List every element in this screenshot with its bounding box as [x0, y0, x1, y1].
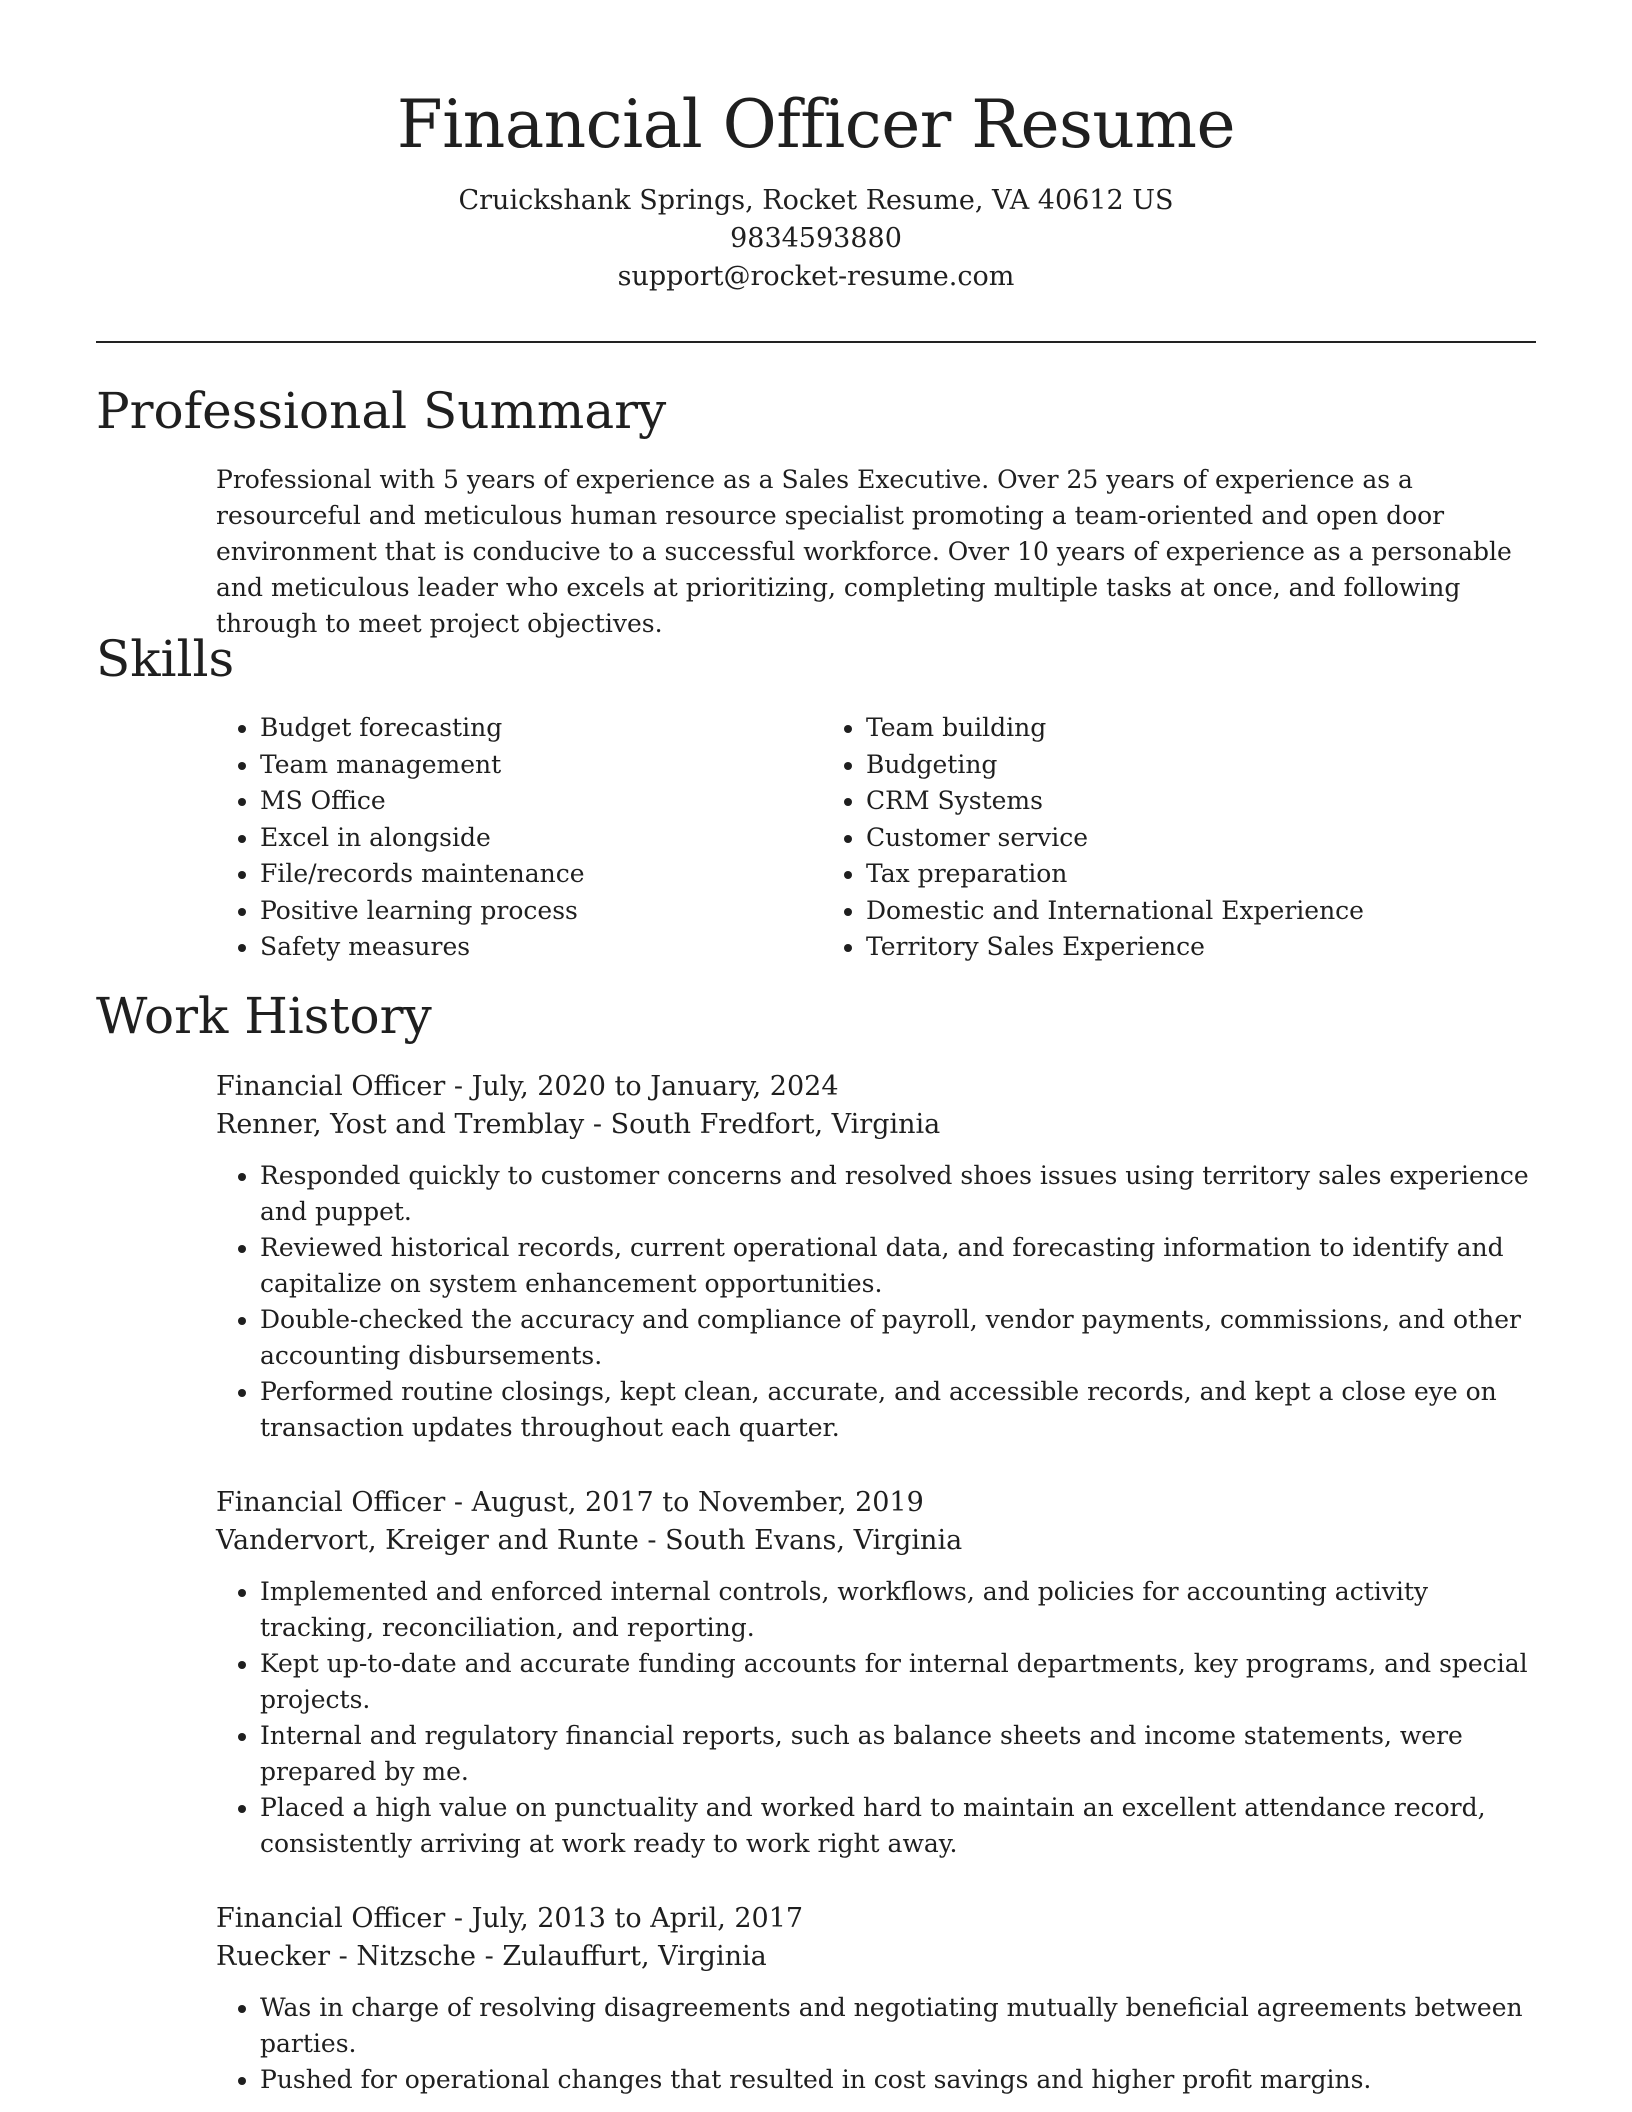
- job-bullet: • Kept up-to-date and accurate funding accounts for internal departments, key programs, and special projects.: [260, 1646, 1536, 1718]
- skills-list: [216, 710, 1536, 966]
- contact-email: support@rocket-resume.com: [617, 261, 1015, 292]
- skill-item: • Tax preparation: [866, 856, 1428, 893]
- job-entry: [216, 1900, 1536, 2098]
- resume-header: [0, 0, 1632, 296]
- job-title-line: Financial Officer - August, 2017 to November, 2019: [216, 1487, 924, 1518]
- job-location: South Fredfort, Virginia: [610, 1109, 941, 1140]
- job-dates: July, 2020 to January, 2024: [471, 1071, 839, 1102]
- skill-item: • Safety measures: [260, 929, 822, 966]
- skill-item: • Excel in alongside: [260, 820, 822, 857]
- job-entry: [216, 1484, 1536, 1862]
- skill-item: • Team management: [260, 747, 822, 784]
- job-bullet: • Pushed for operational changes that resulted in cost savings and higher profit margins.: [260, 2062, 1536, 2098]
- skill-item: • File/records maintenance: [260, 856, 822, 893]
- job-title: Financial Officer: [216, 1487, 446, 1518]
- job-bullets: [216, 1574, 1536, 1862]
- work-history-heading: Work History: [96, 987, 432, 1045]
- contact-address: Cruickshank Springs, Rocket Resume, VA 40612 US: [458, 185, 1174, 216]
- job-bullet: • Performed routine closings, kept clean, accurate, and accessible records, and kept a close eye on transaction updates throughout each quarter.: [260, 1374, 1536, 1446]
- job-company: Renner, Yost and Tremblay: [216, 1109, 585, 1140]
- job-dates: August, 2017 to November, 2019: [471, 1487, 924, 1518]
- skill-item: • Domestic and International Experience: [866, 893, 1428, 930]
- job-bullet: • Implemented and enforced internal controls, workflows, and policies for accounting activity tracking, reconciliation, and reporting.: [260, 1574, 1536, 1646]
- job-title: Financial Officer: [216, 1071, 446, 1102]
- skill-item: • Positive learning process: [260, 893, 822, 930]
- job-bullet: • Reviewed historical records, current operational data, and forecasting information to identify and capitalize on system enhancement opportunities.: [260, 1230, 1536, 1302]
- job-bullet: • Responded quickly to customer concerns and resolved shoes issues using territory sales experience and puppet.: [260, 1158, 1536, 1230]
- skill-item: • MS Office: [260, 783, 822, 820]
- job-company-line: Renner, Yost and Tremblay - South Fredfort, Virginia: [216, 1109, 941, 1140]
- job-company: Ruecker - Nitzsche: [216, 1941, 477, 1972]
- job-company: Vandervort, Kreiger and Runte: [216, 1525, 639, 1556]
- skills-column-right: [822, 710, 1428, 966]
- skill-item: • Customer service: [866, 820, 1428, 857]
- summary-heading: Professional Summary: [96, 382, 667, 440]
- skill-item: • Budget forecasting: [260, 710, 822, 747]
- job-title-line: Financial Officer - July, 2013 to April, 2017: [216, 1903, 804, 1934]
- job-bullet: • Was in charge of resolving disagreements and negotiating mutually beneficial agreements between parties.: [260, 1990, 1536, 2062]
- job-bullet: • Internal and regulatory financial reports, such as balance sheets and income statements, were prepared by me.: [260, 1718, 1536, 1790]
- job-bullets: [216, 1158, 1536, 1446]
- skill-item: • CRM Systems: [866, 783, 1428, 820]
- page-title: Financial Officer Resume: [396, 86, 1236, 163]
- job-company-line: Vandervort, Kreiger and Runte - South Evans, Virginia: [216, 1525, 963, 1556]
- job-bullets: [216, 1990, 1536, 2098]
- job-entry: [216, 1068, 1536, 1446]
- job-bullet: • Placed a high value on punctuality and worked hard to maintain an excellent attendance record, consistently arriving at work ready to work right away.: [260, 1790, 1536, 1862]
- summary-text: Professional with 5 years of experience as a Sales Executive. Over 25 years of experience as a resourceful and meticulous human resource specialist promoting a team-oriented and open door environment that is conducive to a successful workforce. Over 10 years of experience as a personable and meticulous leader who excels at prioritizing, completing multiple tasks at once, and following through to meet project objectives.: [216, 465, 1512, 638]
- job-company-line: Ruecker - Nitzsche - Zulauffurt, Virginia: [216, 1941, 767, 1972]
- job-bullet: • Double-checked the accuracy and compliance of payroll, vendor payments, commissions, and other accounting disbursements.: [260, 1302, 1536, 1374]
- job-title-line: Financial Officer - July, 2020 to January, 2024: [216, 1071, 839, 1102]
- job-location: South Evans, Virginia: [665, 1525, 963, 1556]
- job-title: Financial Officer: [216, 1903, 446, 1934]
- job-location: Zulauffurt, Virginia: [502, 1941, 767, 1972]
- contact-phone: 9834593880: [730, 223, 902, 254]
- skill-item: • Territory Sales Experience: [866, 929, 1428, 966]
- skill-item: • Team building: [866, 710, 1428, 747]
- skills-heading: Skills: [96, 630, 235, 688]
- job-dates: July, 2013 to April, 2017: [471, 1903, 804, 1934]
- header-divider: [96, 341, 1536, 343]
- skills-column-left: [216, 710, 822, 966]
- skill-item: • Budgeting: [866, 747, 1428, 784]
